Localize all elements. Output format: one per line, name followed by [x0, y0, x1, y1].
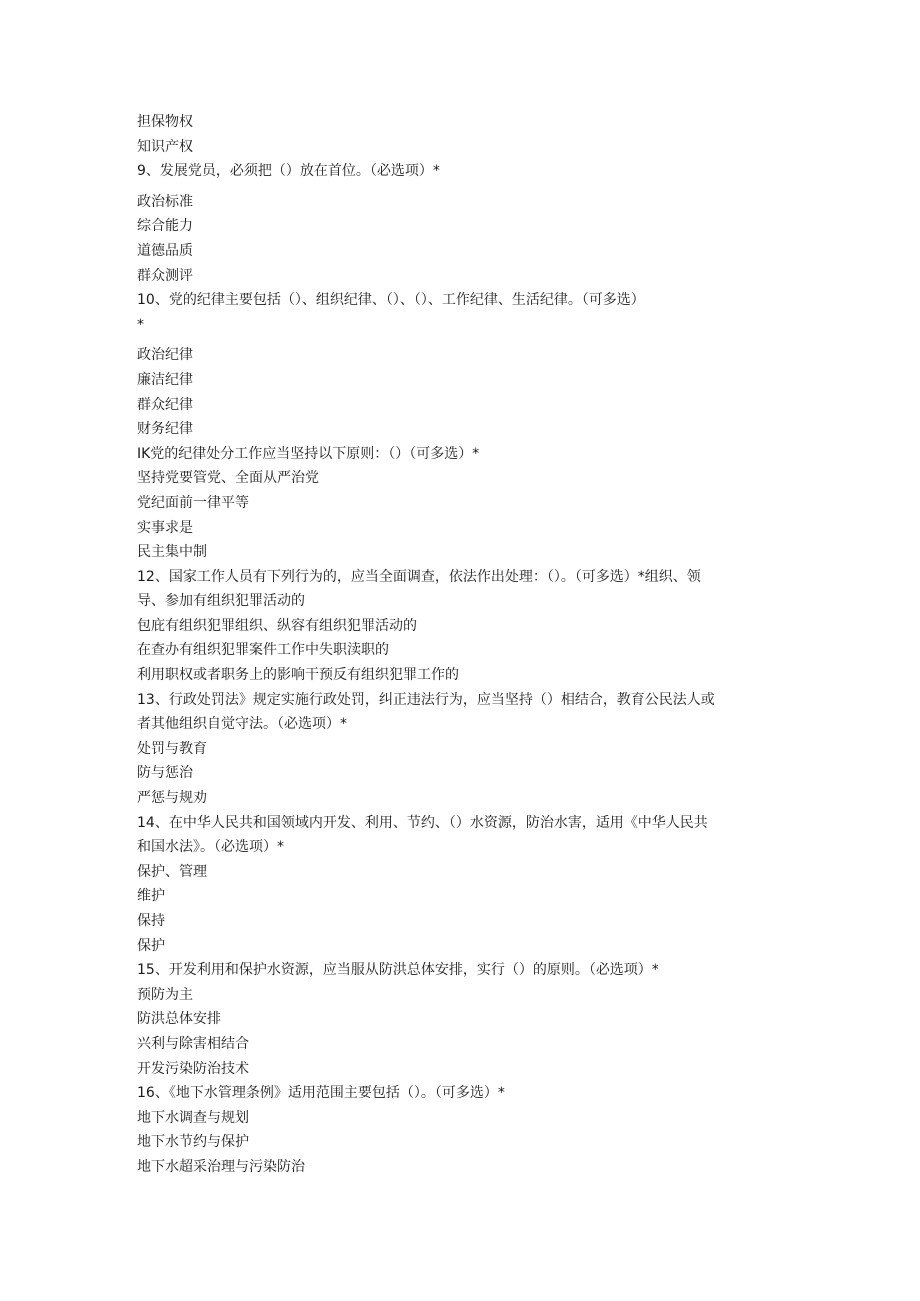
option-text: 保护: [137, 937, 165, 954]
option-text: 维护: [137, 888, 165, 905]
option-text: 道德品质: [137, 242, 193, 259]
option-text: 兴利与除害相结合: [137, 1035, 249, 1052]
option-text: 党纪面前一律平等: [137, 494, 249, 511]
question-10-continued: *: [137, 316, 144, 333]
option-text: 民主集中制: [137, 544, 207, 561]
option-text: 群众测评: [137, 267, 193, 284]
option-text: 财务纪律: [137, 421, 193, 438]
question-12: 12、国家工作人员有下列行为的，应当全面调查，依法作出处理：（）。（可多选）*组织、领: [137, 568, 701, 585]
option-text: 利用职权或者职务上的影响干预反有组织犯罪工作的: [137, 667, 459, 684]
question-15: 15、开发利用和保护水资源，应当服从防洪总体安排，实行（）的原则。（必选项）*: [137, 962, 659, 979]
option-text: 知识产权: [137, 138, 193, 155]
option-text: 保持: [137, 913, 165, 929]
question-11: IK党的纪律处分工作应当坚持以下原则：（）（可多选）*: [137, 445, 480, 462]
document-page: [137, 110, 787, 1180]
option-text: 包庇有组织犯罪组织、纵容有组织犯罪活动的: [137, 617, 417, 634]
option-text: 保护、管理: [137, 863, 207, 880]
option-text: 担保物权: [137, 114, 193, 130]
option-text: 防洪总体安排: [137, 1011, 221, 1028]
option-text: 在查办有组织犯罪案件工作中失职渎职的: [137, 642, 389, 659]
option-text: 防与惩治: [137, 765, 193, 782]
option-text: 处罚与教育: [137, 740, 207, 757]
option-text: 廉洁纪律: [137, 371, 193, 388]
question-9: 9、发展党员，必须把（）放在首位。（必选项）*: [137, 163, 440, 180]
option-text: 地下水调查与规划: [137, 1109, 249, 1126]
option-text: 政治标准: [137, 193, 193, 210]
question-14: 14、在中华人民共和国领域内开发、利用、节约、（）水资源，防治水害，适用《中华人民共: [137, 814, 708, 831]
option-text: 严惩与规劝: [137, 790, 207, 807]
option-text: 地下水节约与保护: [137, 1134, 249, 1151]
question-16: 16、《地下水管理条例》适用范围主要包括（）。（可多选）*: [137, 1085, 505, 1102]
option-text: 综合能力: [137, 218, 193, 235]
option-text: 地下水超采治理与污染防治: [137, 1158, 305, 1175]
option-text: 开发污染防治技术: [137, 1060, 249, 1077]
question-13: 13、行政处罚法》规定实施行政处罚，纠正违法行为，应当坚持（）相结合，教育公民法人或: [137, 691, 715, 708]
option-text: 政治纪律: [137, 347, 193, 364]
question-13-continued: 者其他组织自觉守法。（必选项）*: [137, 716, 347, 733]
question-14-continued: 和国水法》。（必选项）*: [137, 839, 284, 856]
option-text: 预防为主: [137, 986, 193, 1003]
option-text: 实事求是: [137, 519, 193, 536]
question-10: 10、党的纪律主要包括（）、组织纪律、（）、（）、工作纪律、生活纪律。（可多选）: [137, 292, 645, 309]
question-12-continued: 导、参加有组织犯罪活动的: [137, 593, 305, 610]
option-text: 群众纪律: [137, 396, 193, 413]
option-text: 坚持党要管党、全面从严治党: [137, 470, 319, 487]
